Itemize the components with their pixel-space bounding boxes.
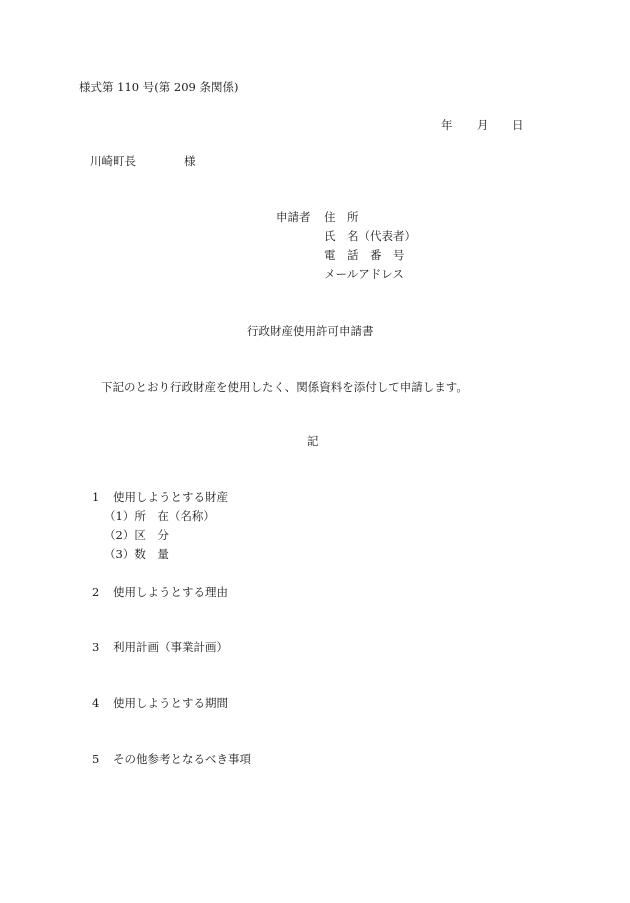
item-number: 2 [92,585,100,599]
honorific: 様 [184,154,196,168]
sub-item-quantity: （3）数 量 [104,547,169,561]
form-number: 様式第 110 号(第 209 条関係) [79,80,239,94]
applicant-label: 申請者 [276,210,311,224]
item-number: 5 [92,752,100,766]
item-label-period: 使用しようとする期間 [113,696,228,710]
item-label-other: その他参考となるべき事項 [113,752,251,766]
item-number: 4 [92,696,100,710]
date-month-label: 月 [477,118,489,132]
item-label-property: 使用しようとする財産 [113,490,228,504]
application-statement: 下記のとおり行政財産を使用したく、関係資料を添付して申請します。 [101,380,468,394]
applicant-address-label: 住 所 [324,210,359,224]
date-day-label: 日 [512,118,524,132]
applicant-phone-label: 電 話 番 号 [324,248,405,262]
item-label-plan: 利用計画（事業計画） [113,640,228,654]
document-title: 行政財産使用許可申請書 [247,324,374,338]
ki-heading: 記 [307,434,319,448]
sub-item-category: （2）区 分 [104,528,169,542]
date-year-label: 年 [441,118,453,132]
item-number: 3 [92,640,100,654]
applicant-email-label: メールアドレス [324,267,404,281]
applicant-name-label: 氏 名（代表者） [324,229,416,243]
sub-item-location: （1）所 在（名称） [104,509,215,523]
item-number: 1 [92,490,100,504]
addressee: 川崎町長 [90,154,136,168]
item-label-reason: 使用しようとする理由 [113,585,228,599]
